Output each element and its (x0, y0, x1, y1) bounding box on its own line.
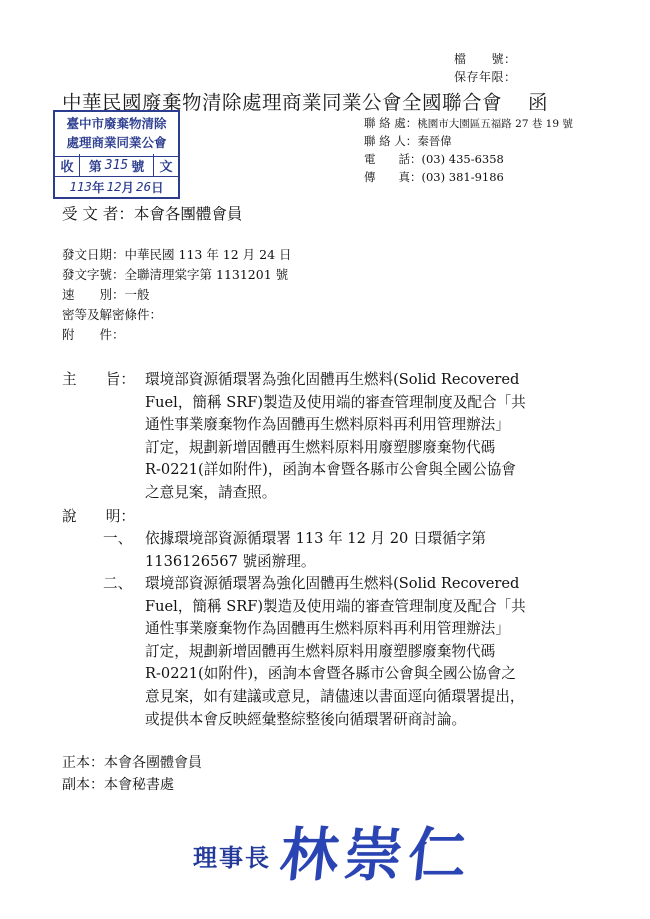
stamp-date-year: 113 (69, 179, 92, 194)
subject-line: 通性事業廢棄物作為固體再生燃料原料再利用管理辦法」 (145, 416, 510, 434)
explanation-item-2 (145, 573, 526, 731)
stamp-receive-char: 收 (55, 154, 80, 176)
subject-body (145, 369, 526, 505)
issue-date (62, 245, 292, 263)
speed-class (62, 285, 150, 303)
stamp-number: 315 (104, 157, 129, 173)
retention-period-label: 保存年限： (454, 70, 517, 84)
main-recipients-label: 正本： (62, 755, 104, 771)
explanation-line: 或提供本會反映經彙整綜整後向循環署研商討論。 (145, 710, 467, 728)
attachment-label: 附 件： (62, 327, 125, 342)
stamp-number-prefix: 第 (88, 159, 102, 175)
contact-person-label: 聯 絡 人： (364, 134, 418, 148)
explanation-line: 意見案，如有建議或意見，請儘速以書面逕向循環署提出， (145, 687, 525, 705)
explanation-item-1 (145, 528, 486, 573)
contact-phone (364, 151, 504, 167)
stamp-date-row (55, 176, 178, 197)
contact-phone-label: 電 話： (364, 152, 422, 166)
stamp-number-cell (80, 154, 153, 176)
contact-address (364, 115, 573, 131)
explanation-item-number: 二、 (103, 575, 133, 592)
file-number-label: 檔 號： (454, 52, 517, 66)
subject-label: 主 旨： (62, 371, 135, 388)
stamp-number-row (55, 154, 178, 177)
signature-title: 理事長 (193, 843, 271, 872)
secrecy-label: 密等及解密條件： (62, 307, 163, 322)
subject-line: R-0221(詳如附件)，函詢本會暨各縣市公會與全國公協會 (145, 461, 516, 479)
contact-address-label: 聯 絡 處： (364, 116, 418, 130)
subject-line: 訂定，規劃新增固體再生燃料原料用廢塑膠廢棄物代碼 (145, 438, 496, 456)
reference-number-label: 發文字號： (62, 267, 125, 282)
explanation-item-number: 一、 (103, 530, 133, 547)
signature-name: 林崇仁 (276, 821, 477, 889)
issue-date-value: 中華民國 113 年 12 月 24 日 (124, 247, 292, 262)
doc-type: 函 (528, 91, 549, 114)
recipient (62, 202, 242, 224)
speed-class-value: 一般 (124, 287, 150, 302)
main-recipients (62, 752, 202, 772)
stamp-org-name (55, 112, 178, 157)
stamp-month-char: 月 (121, 179, 135, 195)
stamp-day-char: 日 (151, 179, 164, 195)
stamp-date-month: 12 (106, 179, 122, 194)
contact-fax-value: (03) 381-9186 (421, 170, 504, 184)
explanation-line: 環境部資源循環署為強化固體再生燃料(Solid Recovered (145, 575, 520, 592)
subject-line: 環境部資源循環署為強化固體再生燃料(Solid Recovered (145, 371, 520, 388)
contact-person (364, 133, 452, 149)
subject-line: 之意見案，請查照。 (145, 483, 277, 501)
contact-address-value: 桃園市大園區五福路 27 巷 19 號 (417, 118, 573, 130)
explanation-line: R-0221(如附件)，函詢本會暨各縣市公會與全國公協會之 (145, 665, 516, 683)
main-recipients-value: 本會各團體會員 (104, 755, 202, 771)
copy-recipients (62, 774, 174, 794)
contact-fax (364, 169, 504, 185)
recipient-label: 受 文 者： (62, 205, 134, 223)
explanation-line: 通性事業廢棄物作為固體再生燃料原料再利用管理辦法」 (145, 620, 510, 638)
contact-fax-label: 傳 真： (364, 170, 422, 184)
org-name: 中華民國廢棄物清除處理商業同業公會全國聯合會 (62, 91, 503, 114)
issue-date-label: 發文日期： (62, 247, 125, 262)
reference-number-value: 全聯清理棠字第 1131201 號 (124, 267, 289, 282)
contact-phone-value: (03) 435-6358 (421, 152, 504, 166)
stamp-year-char: 年 (91, 179, 105, 195)
stamp-number-suffix: 號 (131, 159, 145, 175)
stamp-org-line-2: 處理商業同業公會 (66, 135, 167, 150)
explanation-line: Fuel，簡稱 SRF)製造及使用端的審查管理制度及配合「共 (145, 597, 526, 615)
receipt-stamp (53, 110, 180, 199)
copy-recipients-value: 本會秘書處 (104, 777, 174, 793)
explanation-line: 訂定，規劃新增固體再生燃料原料用廢塑膠廢棄物代碼 (145, 642, 496, 660)
recipient-value: 本會各團體會員 (133, 205, 243, 223)
reference-number (62, 265, 288, 283)
copy-recipients-label: 副本： (62, 777, 104, 793)
speed-class-label: 速 別： (62, 287, 125, 302)
explanation-label: 說 明： (62, 508, 135, 525)
subject-line: Fuel，簡稱 SRF)製造及使用端的審查管理制度及配合「共 (145, 393, 526, 411)
explanation-line: 1136126567 號函辦理。 (145, 552, 316, 570)
stamp-org-line-1: 臺中市廢棄物清除 (66, 116, 167, 131)
stamp-doc-char: 文 (153, 154, 178, 176)
stamp-date-day: 26 (136, 179, 152, 194)
explanation-line: 依據環境部資源循環署 113 年 12 月 20 日環循字第 (145, 530, 486, 547)
contact-person-value: 秦晉偉 (417, 134, 452, 148)
